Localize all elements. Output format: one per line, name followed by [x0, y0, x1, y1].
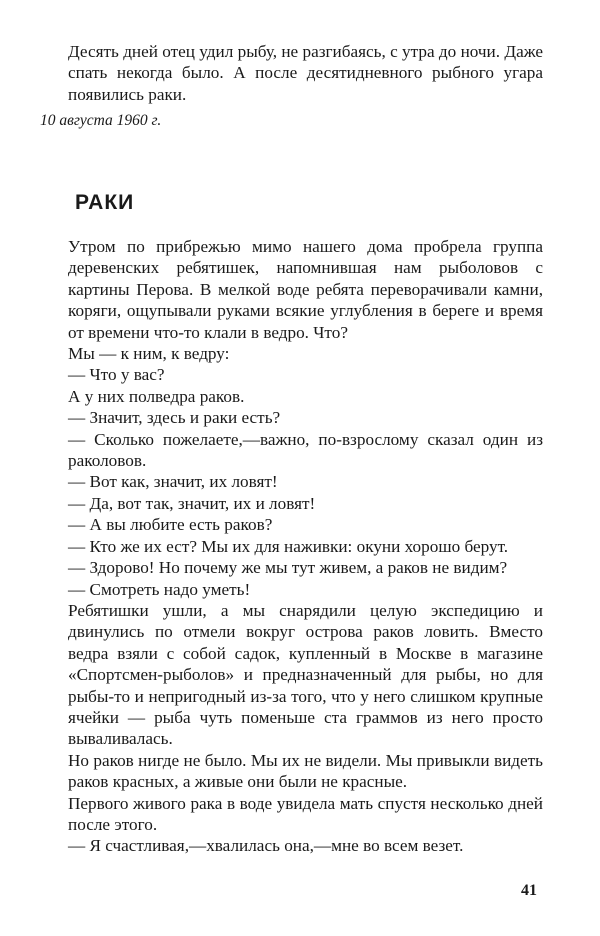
paragraph: — А вы любите есть раков? [68, 515, 273, 535]
paragraph: Но раков нигде не было. Мы их не видели. Мы привыкли видеть раков красных, а живые они были не красные. [68, 750, 543, 792]
paragraph: Мы — к ним, к ведру: [68, 344, 230, 364]
paragraph: — Вот как, значит, их ловят! [68, 472, 278, 492]
paragraph: Первого живого рака в воде увидела мать спустя несколько дней после этого. [68, 793, 543, 834]
paragraph: Утром по прибрежью мимо нашего дома пробрела группа деревенских ребятишек, напомнившая нам рыболовов с картины Перова. В мелкой воде ребята переворачивали камни, коряги, ощупывали руками всякие углубления в береге и время от времени что-то клали в ведро. Что? [68, 237, 543, 342]
paragraph: — Да, вот так, значит, их и ловят! [68, 493, 316, 513]
paragraph: — Кто же их ест? Мы их для наживки: окуни хорошо берут. [68, 536, 509, 556]
paragraph: — Смотреть надо уметь! [68, 579, 251, 599]
paragraph-prev-ending: Десять дней отец удил рыбу, не разгибаясь, с утра до ночи. Даже спать некогда было. А после десятидневного рыбного угара появились раки. [68, 42, 543, 104]
paragraph: А у них полведра раков. [68, 386, 245, 406]
paragraph: — Здорово! Но почему же мы тут живем, а раков не видим? [68, 558, 508, 578]
previous-chapter-ending [68, 41, 543, 105]
paragraph: — Что у вас? [68, 365, 165, 385]
paragraph: — Сколько пожелаете,—важно, по-взрослому сказал один из раколовов. [68, 429, 543, 471]
paragraph: — Я счастливая,—хвалилась она,—мне во всем везет. [68, 836, 464, 856]
chapter-date: 10 августа 1960 г. [40, 112, 162, 129]
page-number: 41 [521, 882, 537, 899]
chapter-title: РАКИ [75, 191, 135, 214]
paragraph: Ребятишки ушли, а мы снарядили целую экспедицию и двинулись по отмели вокруг острова раков ловить. Вместо ведра взяли с собой садок, купленный в Москве в магазине «Спортсмен-рыболов» и предназначенный для рыбы, но для рыбы-то и непригодный из-за того, что у него слишком крупные ячейки — рыба чуть поменьше ста граммов из него просто вываливалась. [68, 600, 543, 749]
chapter-body [68, 236, 543, 857]
paragraph: — Значит, здесь и раки есть? [68, 408, 281, 428]
